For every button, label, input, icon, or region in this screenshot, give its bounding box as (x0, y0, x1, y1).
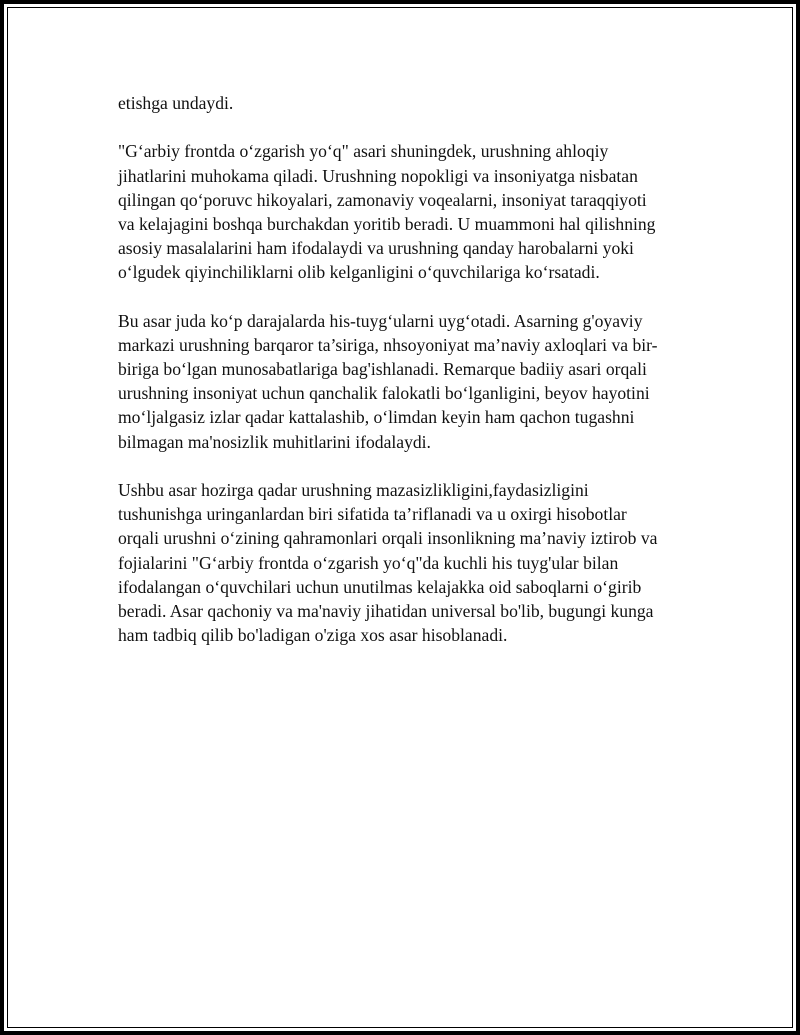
text-line: asosiy masalalarini ham ifodalaydi va urushning qanday harobalarni yoki (118, 238, 634, 259)
paragraph-1 (118, 91, 688, 115)
paragraph-spacer (118, 115, 688, 139)
paragraph-spacer (118, 285, 688, 309)
text-line: tushunishga uringanlardan biri sifatida ta’riflanadi va u oxirgi hisobotlar (118, 504, 627, 525)
text-line: beradi. Asar qachoniy va ma'naviy jihatidan universal bo'lib, bugungi kunga (118, 600, 654, 621)
text-line: orqali urushni o‘zining qahramonlari orqali insonlikning ma’naviy iztirob va (118, 528, 658, 549)
text-line: qilingan qo‘poruvc hikoyalari, zamonaviy voqealarni, insoniyat taraqqiyoti (118, 189, 647, 210)
text-line: bilmagan ma'nosizlik muhitlarini ifodalaydi. (118, 431, 431, 452)
text-line: Ushbu asar hozirga qadar urushning mazasizlikligini,faydasizligini (118, 480, 589, 500)
text-line: jihatlarini muhokama qiladi. Urushning nopokligi va insoniyatga nisbatan (118, 165, 638, 186)
paragraph-spacer (118, 454, 688, 478)
text-line: o‘lgudek qiyinchiliklarni olib kelganligini o‘quvchilariga ko‘rsatadi. (118, 262, 600, 283)
text-line: "G‘arbiy frontda o‘zgarish yo‘q" asari shuningdek, urushning ahloqiy (118, 141, 609, 162)
document-body (118, 91, 688, 647)
text-line: biriga bo‘lgan munosabatlariga bag'ishlanadi. Remarque badiiy asari orqali (118, 359, 647, 380)
text-line: mo‘ljalgasiz izlar qadar kattalashib, o‘limdan keyin ham qachon tugashni (118, 407, 635, 428)
text-line: ifodalangan o‘quvchilari uchun unutilmas kelajakka oid saboqlarni o‘girib (118, 576, 642, 597)
text-line: etishga undaydi. (118, 93, 234, 113)
paragraph-2 (118, 139, 688, 284)
text-line: Bu asar juda ko‘p darajalarda his-tuyg‘ularni uyg‘otadi. Asarning g'oyaviy (118, 310, 643, 331)
paragraph-3 (118, 309, 688, 454)
text-line: markazi urushning barqaror ta’siriga, nhsoyoniyat ma’naviy axloqlari va bir- (118, 334, 658, 355)
paragraph-4 (118, 478, 688, 647)
text-line: va kelajagini boshqa burchakdan yoritib beradi. U muammoni hal qilishning (118, 213, 656, 234)
text-line: ham tadbiq qilib bo'ladigan o'ziga xos asar hisoblanadi. (118, 625, 508, 646)
text-line: urushning insoniyat uchun qanchalik falokatli bo‘lganligini, beyov hayotini (118, 383, 650, 404)
text-line: fojialarini "G‘arbiy frontda o‘zgarish yo‘q"da kuchli his tuyg'ular bilan (118, 552, 619, 573)
